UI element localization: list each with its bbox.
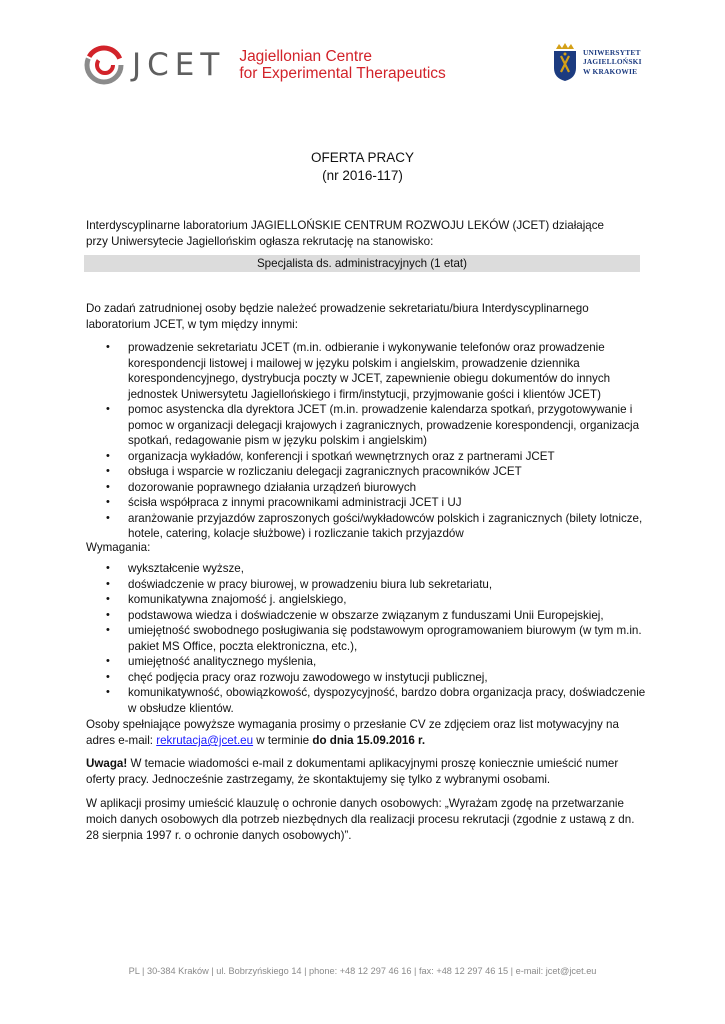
list-item: • komunikatywność, obowiązkowość, dyspozycyjność, bardzo dobra organizacja pracy, doświadczenie w obsłudze klientów. (86, 685, 646, 716)
intro-line1: Interdyscyplinarne laboratorium JAGIELLOŃSKIE CENTRUM ROZWOJU LEKÓW (JCET) działające (86, 219, 604, 232)
requirements-heading: Wymagania: (86, 541, 151, 554)
note-paragraph (86, 756, 646, 788)
list-item: • komunikatywna znajomość j. angielskiego, (86, 592, 646, 608)
uj-name (583, 48, 642, 76)
list-item: • aranżowanie przyjazdów zaproszonych gości/wykładowców polskich i zagranicznych (bilety lotnicze, hotele, catering, kolacje służbowe) i rozliczanie takich przyjazdów (86, 511, 646, 542)
intro-line2: przy Uniwersytecie Jagiellońskim ogłasza rekrutację na stanowisko: (86, 235, 434, 248)
list-item: • pomoc asystencka dla dyrektora JCET (m.in. prowadzenie kalendarza spotkań, przygotowywanie i pomoc w organizacji delegacji krajowych i zagranicznych, prowadzenie korespondencji, organizacja spotkań, redagowanie pism w języku polskim i angielskim) (86, 402, 646, 449)
position-banner: Specjalista ds. administracyjnych (1 etat) (84, 255, 640, 272)
jcet-swirl-icon (84, 45, 124, 85)
gdpr-paragraph: W aplikacji prosimy umieścić klauzulę o ochronie danych osobowych: „Wyrażam zgodę na przetwarzanie moich danych osobowych dla potrzeb niezbędnych dla realizacji procesu rekrutacji (zgodnie z ustawą z dn. 28 sierpnia 1997 r. o ochronie danych osobowych)”. (86, 797, 635, 842)
note-label: Uwaga! (86, 757, 128, 770)
list-item: • umiejętność analitycznego myślenia, (86, 654, 646, 670)
footer-contact: PL | 30-384 Kraków | ul. Bobrzyńskiego 14 | phone: +48 12 297 46 16 | fax: +48 12 297 46 15 | e-mail: jcet@jcet.eu (128, 966, 597, 976)
intro-paragraph (86, 218, 646, 250)
list-item: • umiejętność swobodnego posługiwania się podstawowym oprogramowaniem biurowym (w tym m.in. pakiet MS Office, poczta elektroniczna, etc.), (86, 623, 646, 654)
recruitment-email-link[interactable]: rekrutacja@jcet.eu (156, 734, 254, 747)
list-item: • chęć podjęcia pracy oraz rozwoju zawodowego w instytucji publicznej, (86, 670, 646, 686)
apply-text-deadline: w terminie (253, 734, 313, 747)
list-item: • dozorowanie poprawnego działania urządzeń biurowych (86, 480, 646, 496)
duties-list (86, 340, 646, 542)
offer-number: (nr 2016-117) (322, 168, 403, 183)
list-item: • prowadzenie sekretariatu JCET (m.in. odbieranie i wykonywanie telefonów oraz prowadzenie korespondencji listowej i mailowej w języku polskim i angielskim, prowadzenie dziennika korespondencyjnego, dystrybucja poczty w JCET, zapewnienie obiegu dokumentów do innych jednostek Uniwersytetu Jagiellońskiego i firm/instytucji, przyjmowanie gości i klientów JCET) (86, 340, 646, 402)
apply-text: Osoby spełniające powyższe wymagania prosimy o przesłanie CV ze zdjęciem oraz list motywacyjny na adres e-mail: (86, 718, 619, 747)
jcet-wordmark: JCET (132, 46, 226, 83)
list-item: • ścisła współpraca z innymi pracownikami administracji JCET i UJ (86, 495, 646, 511)
jcet-subtitle (239, 48, 445, 82)
duties-intro: Do zadań zatrudnionej osoby będzie należeć prowadzenie sekretariatu/biura Interdyscyplinarnego laboratorium JCET, w tym między innymi: (86, 302, 589, 331)
jcet-logo (84, 44, 446, 86)
list-item: • organizacja wykładów, konferencji i spotkań wewnętrznych oraz z partnerami JCET (86, 449, 646, 465)
uj-crest-icon (552, 42, 578, 82)
uj-line2: JAGIELLOŃSKI (583, 57, 642, 67)
jcet-subtitle-line2: for Experimental Therapeutics (239, 65, 446, 82)
jcet-subtitle-line1: Jagiellonian Centre (239, 48, 373, 65)
uj-logo (552, 42, 642, 82)
list-item: • doświadczenie w pracy biurowej, w prowadzeniu biura lub sekretariatu, (86, 577, 646, 593)
uj-line1: UNIWERSYTET (583, 48, 641, 58)
note-text: W temacie wiadomości e-mail z dokumentami aplikacyjnymi proszę koniecznie umieścić numer oferty pracy. Jednocześnie zastrzegamy, że skontaktujemy się tylko z wybranymi osobami. (86, 757, 619, 786)
list-item: • obsługa i wsparcie w rozliczaniu delegacji zagranicznych pracowników JCET (86, 464, 646, 480)
deadline: do dnia 15.09.2016 r. (312, 734, 426, 747)
list-item: • wykształcenie wyższe, (86, 561, 646, 577)
requirements-list (86, 561, 646, 716)
uj-line3: W KRAKOWIE (583, 66, 638, 76)
page-title: OFERTA PRACY (310, 150, 415, 165)
application-paragraph (86, 717, 646, 749)
list-item: • podstawowa wiedza i doświadczenie w obszarze związanym z funduszami Unii Europejskiej, (86, 608, 646, 624)
